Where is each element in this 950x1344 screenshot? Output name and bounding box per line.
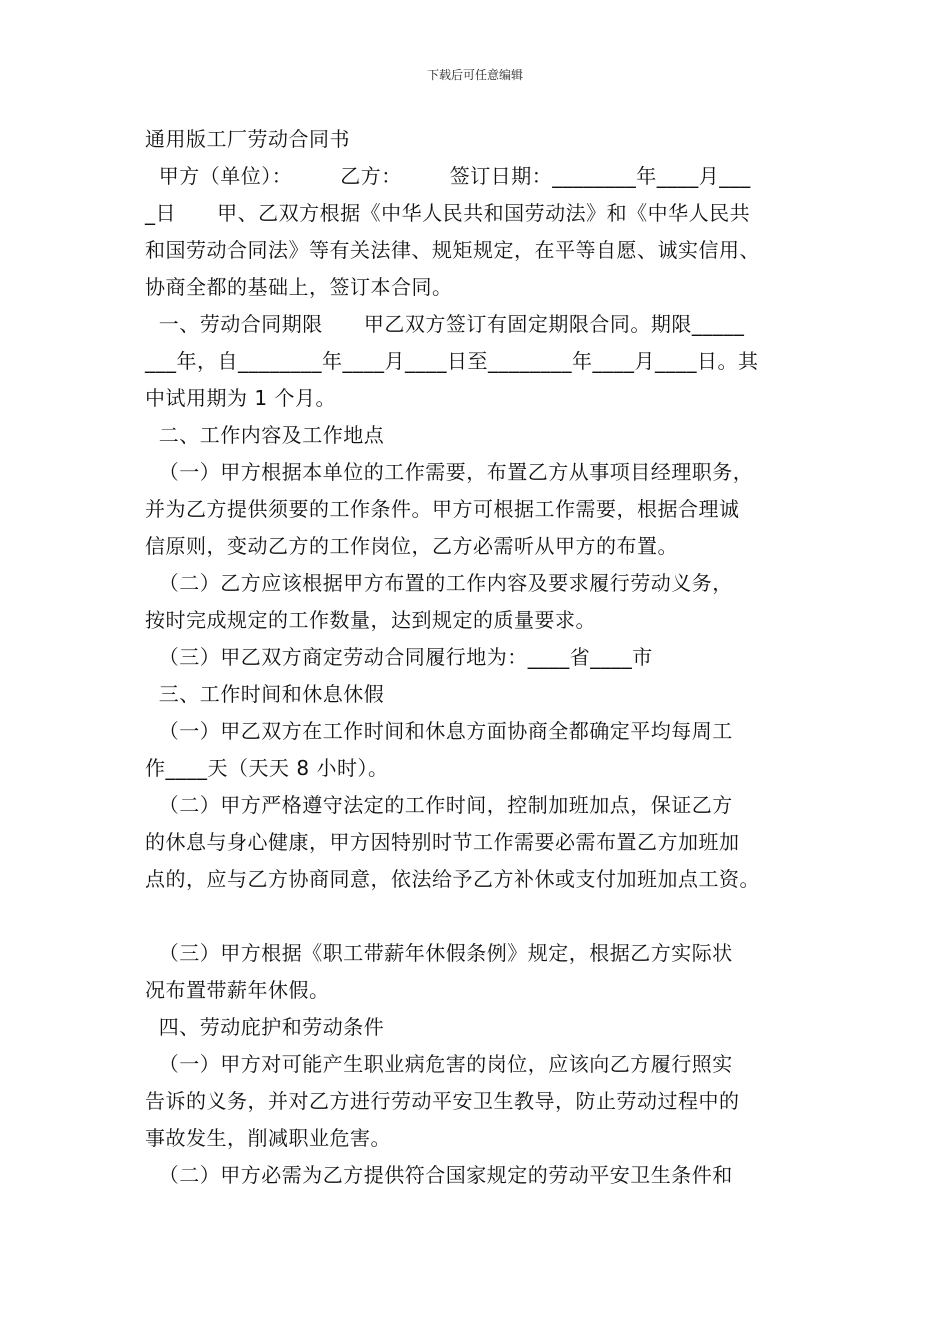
text-line: 点的，应与乙方协商同意，依法给予乙方补休或支付加班加点工资。 [145,867,760,891]
text-line: 三、工作时间和休息休假 [145,682,385,706]
text-line: （二）甲方必需为乙方提供符合国家规定的劳动平安卫生条件和 [145,1163,733,1187]
text-line: 协商全都的基础上，签订本合同。 [145,275,453,299]
text-line: ___年，自________年____月____日至________年____月____日。其 [145,349,759,373]
text-line: （二）甲方严格遵守法定的工作时间，控制加班加点，保证乙方 [145,793,733,817]
text-line: 和国劳动合同法》等有关法律、规矩规定，在平等自愿、诚实信用、 [145,238,760,262]
text-line: 二、工作内容及工作地点 [145,423,385,447]
text-line: （三）甲乙双方商定劳动合同履行地为：____省____市 [145,645,653,669]
text-line: （一）甲方根据本单位的工作需要，布置乙方从事项目经理职务， [145,460,754,484]
blank-line [145,898,835,935]
text-line: 中试用期为 1 个月。 [145,386,336,410]
text-line: 信原则，变动乙方的工作岗位，乙方必需听从甲方的布置。 [145,534,678,558]
text-line: 作____天（天天 8 小时）。 [145,756,389,780]
contract-body [145,121,835,1194]
page-header: 下载后可任意编辑 [426,68,523,82]
text-line: _日 甲、乙双方根据《中华人民共和国劳动法》和《中华人民共 [145,201,751,225]
text-line: （一）甲乙双方在工作时间和休息方面协商全都确定平均每周工 [145,719,733,743]
text-line: （三）甲方根据《职工带薪年休假条例》规定，根据乙方实际状 [145,941,733,965]
text-line: 的休息与身心健康，甲方因特别时节工作需要必需布置乙方加班加 [145,830,740,854]
text-line: 一、劳动合同期限 甲乙双方签订有固定期限合同。期限_____ [145,312,745,336]
document-title: 通用版工厂劳动合同书 [145,127,350,151]
text-line: 告诉的义务，并对乙方进行劳动平安卫生教导，防止劳动过程中的 [145,1089,740,1113]
text-line: 按时完成规定的工作数量，达到规定的质量要求。 [145,608,596,632]
text-line: 事故发生，削减职业危害。 [145,1126,391,1150]
text-line: （一）甲方对可能产生职业病危害的岗位，应该向乙方履行照实 [145,1052,733,1076]
text-line: 甲方（单位）： 乙方： 签订日期：________年____月___ [145,164,751,188]
text-line: 并为乙方提供须要的工作条件。甲方可根据工作需要，根据合理诚 [145,497,740,521]
text-line: 四、劳动庇护和劳动条件 [145,1015,385,1039]
text-line: 况布置带薪年休假。 [145,978,330,1002]
text-line: （二）乙方应该根据甲方布置的工作内容及要求履行劳动义务， [145,571,733,595]
